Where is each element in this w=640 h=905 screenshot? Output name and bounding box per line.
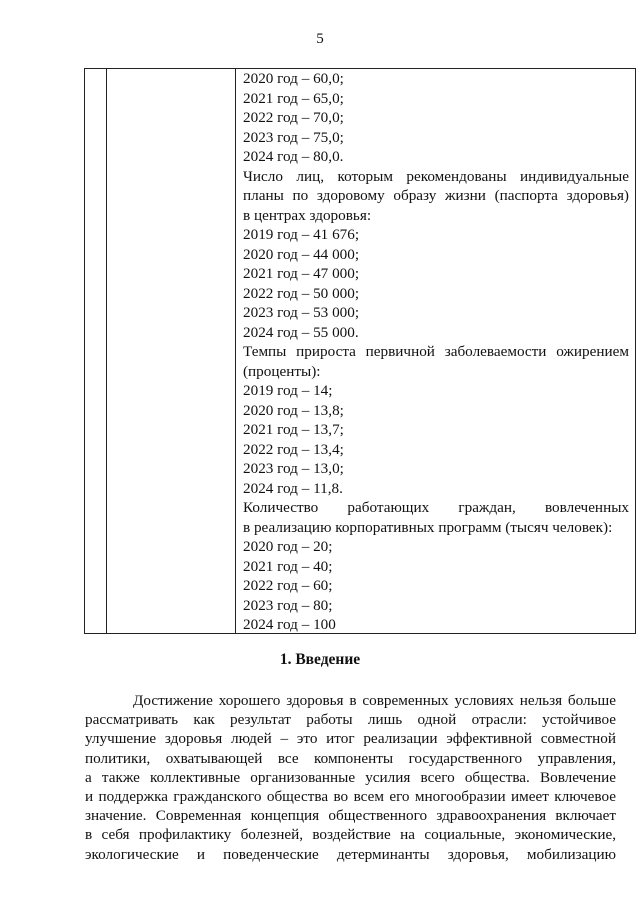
table-cell-line: 2021 год – 47 000; (243, 265, 360, 282)
indicator-table (84, 68, 636, 634)
table-cell-line: 2019 год – 14; (243, 382, 333, 399)
paragraph-line: улучшение здоровья людей – это итог реализации эффективной совместной (85, 730, 616, 748)
table-cell-line: 2021 год – 40; (243, 557, 333, 575)
table-cell-line: 2019 год – 41 676; (243, 226, 360, 243)
section-heading: 1. Введение (279, 651, 361, 668)
table-cell-line: Темпы прироста первичной заболеваемости ожирением (243, 343, 629, 360)
table-cell-line: 2020 год – 60,0; (243, 70, 344, 87)
table-cell-line: Количество работающих граждан, вовлеченных (243, 499, 629, 516)
paragraph-line: экологические и поведенческие детерминанты здоровья, мобилизацию (85, 845, 616, 863)
table-cell-line: 2020 год – 44 000; (243, 245, 360, 263)
intro-paragraph (85, 691, 616, 864)
table-cell-line: планы по здоровому образу жизни (паспорта здоровья) (243, 187, 629, 204)
paragraph-line: и поддержка гражданского общества во всем его многообразии имеет ключевое (85, 788, 616, 806)
paragraph-line: значение. Современная концепция общественного здравоохранения включает (85, 807, 616, 825)
paragraph-line: политики, охватывающей все компоненты государственного управления, (85, 749, 616, 767)
table-cell-line: 2022 год – 60; (243, 577, 333, 594)
paragraph-line: рассматривать как результат работы лишь одной отрасли: устойчивое (85, 711, 616, 729)
table-cell-line: 2020 год – 13,8; (243, 401, 344, 419)
table-column-divider (106, 69, 107, 633)
table-column-divider (235, 69, 236, 633)
table-cell-line: 2023 год – 53 000; (243, 304, 360, 321)
table-cell-line: 2023 год – 80; (243, 596, 333, 614)
paragraph-line: Достижение хорошего здоровья в современных условиях нельзя больше (133, 692, 616, 709)
table-cell-line: 2022 год – 13,4; (243, 440, 344, 458)
table-cell-line: 2024 год – 11,8. (243, 479, 343, 497)
table-cell-line: (проценты): (243, 362, 321, 380)
table-cell-line: 2021 год – 13,7; (243, 421, 344, 438)
table-cell-line: 2021 год – 65,0; (243, 89, 344, 107)
table-cell-line: 2020 год – 20; (243, 538, 333, 555)
table-cell-line: 2022 год – 50 000; (243, 284, 360, 302)
table-cell-line: 2023 год – 75,0; (243, 128, 344, 146)
table-cell-line: 2024 год – 80,0. (243, 148, 344, 165)
table-cell-line: в реализацию корпоративных программ (тысяч человек): (243, 518, 613, 536)
table-cell-line: в центрах здоровья: (243, 206, 372, 224)
paragraph-line: а также коллективные организованные усилия всего общества. Вовлечение (85, 768, 616, 786)
paragraph-line: в себя профилактику болезней, воздействие на социальные, экономические, (85, 826, 616, 844)
table-cell-line: 2024 год – 100 (243, 616, 336, 633)
table-cell-line: 2023 год – 13,0; (243, 460, 344, 477)
table-cell-line: 2024 год – 55 000. (243, 323, 359, 341)
table-cell-line: Число лиц, которым рекомендованы индивидуальные (243, 167, 629, 185)
table-cell-line: 2022 год – 70,0; (243, 109, 344, 126)
page-number: 5 (316, 31, 324, 47)
indicator-cell (243, 69, 629, 635)
